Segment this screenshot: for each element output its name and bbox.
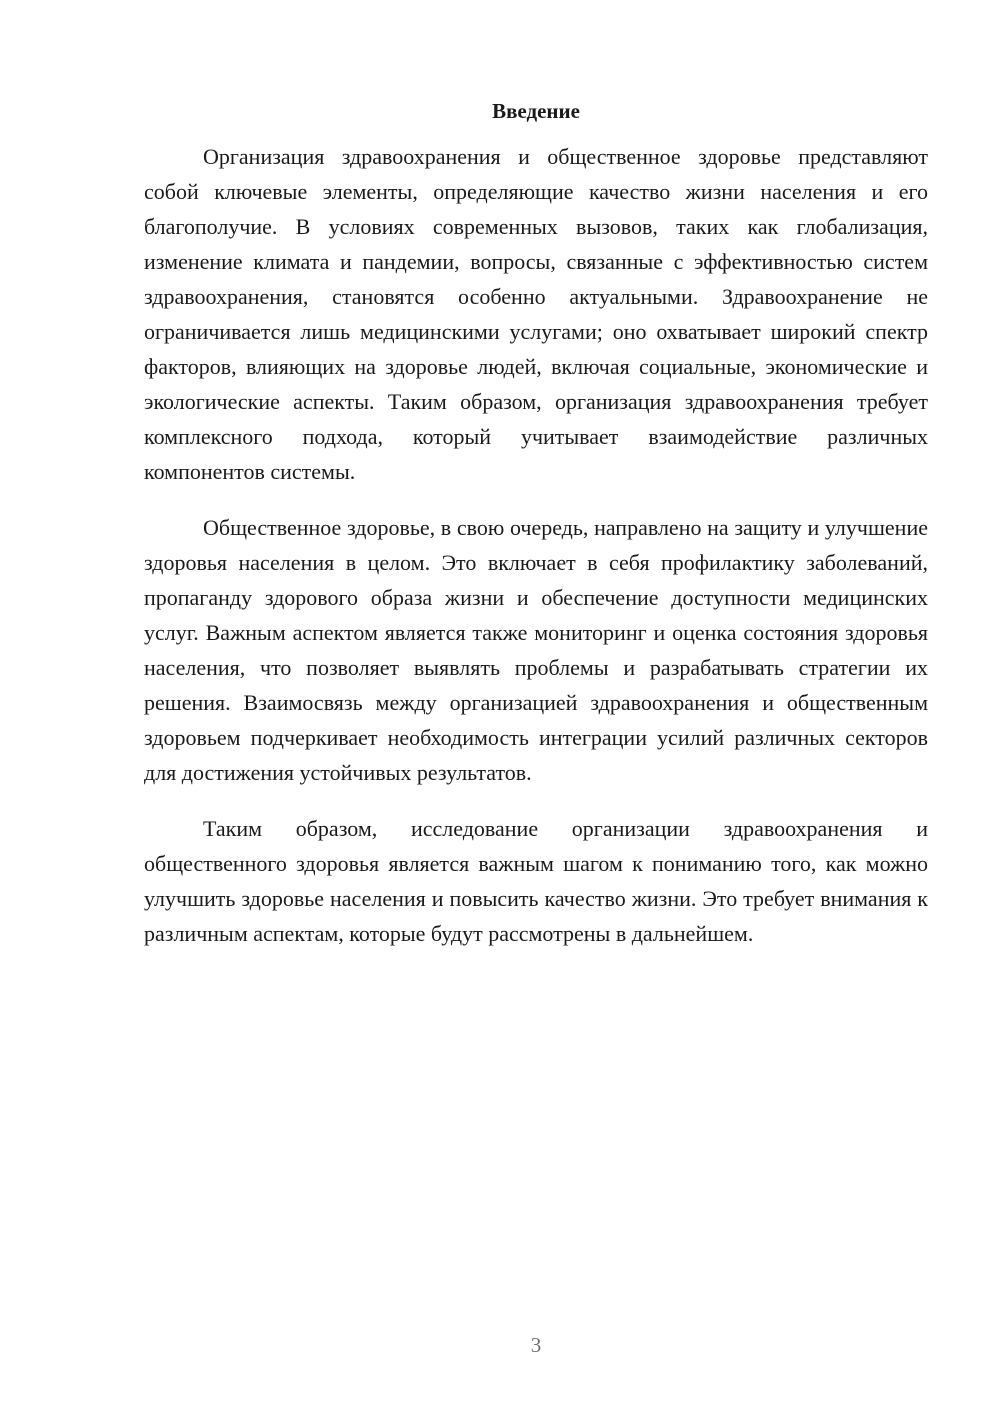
paragraph-3: Таким образом, исследование организации здравоохранения и общественного здоровья является важным шагом к пониманию того, как можно улучшить здоровье населения и повысить качество жизни. Это требует внимания к различным аспектам, которые будут рассмотрены в дальнейшем. xyxy=(144,816,928,946)
section-heading: Введение xyxy=(492,99,580,123)
paragraph-1: Организация здравоохранения и общественное здоровье представляют собой ключевые элементы, определяющие качество жизни населения и его благополучие. В условиях современных вызовов, таких как глобализация, изменение климата и пандемии, вопросы, связанные с эффективностью систем здравоохранения, становятся особенно актуальными. Здравоохранение не ограничивается лишь медицинскими услугами; оно охватывает широкий спектр факторов, влияющих на здоровье людей, включая социальные, экономические и экологические аспекты. Таким образом, организация здравоохранения требует комплексного подхода, который учитывает взаимодействие различных компонентов системы. xyxy=(144,144,928,484)
page-number: 3 xyxy=(530,1333,542,1357)
paragraph-2: Общественное здоровье, в свою очередь, направлено на защиту и улучшение здоровья населения в целом. Это включает в себя профилактику заболеваний, пропаганду здорового образа жизни и обеспечение доступности медицинских услуг. Важным аспектом является также мониторинг и оценка состояния здоровья населения, что позволяет выявлять проблемы и разрабатывать стратегии их решения. Взаимосвязь между организацией здравоохранения и общественным здоровьем подчеркивает необходимость интеграции усилий различных секторов для достижения устойчивых результатов. xyxy=(144,515,928,785)
page-content xyxy=(144,96,928,951)
